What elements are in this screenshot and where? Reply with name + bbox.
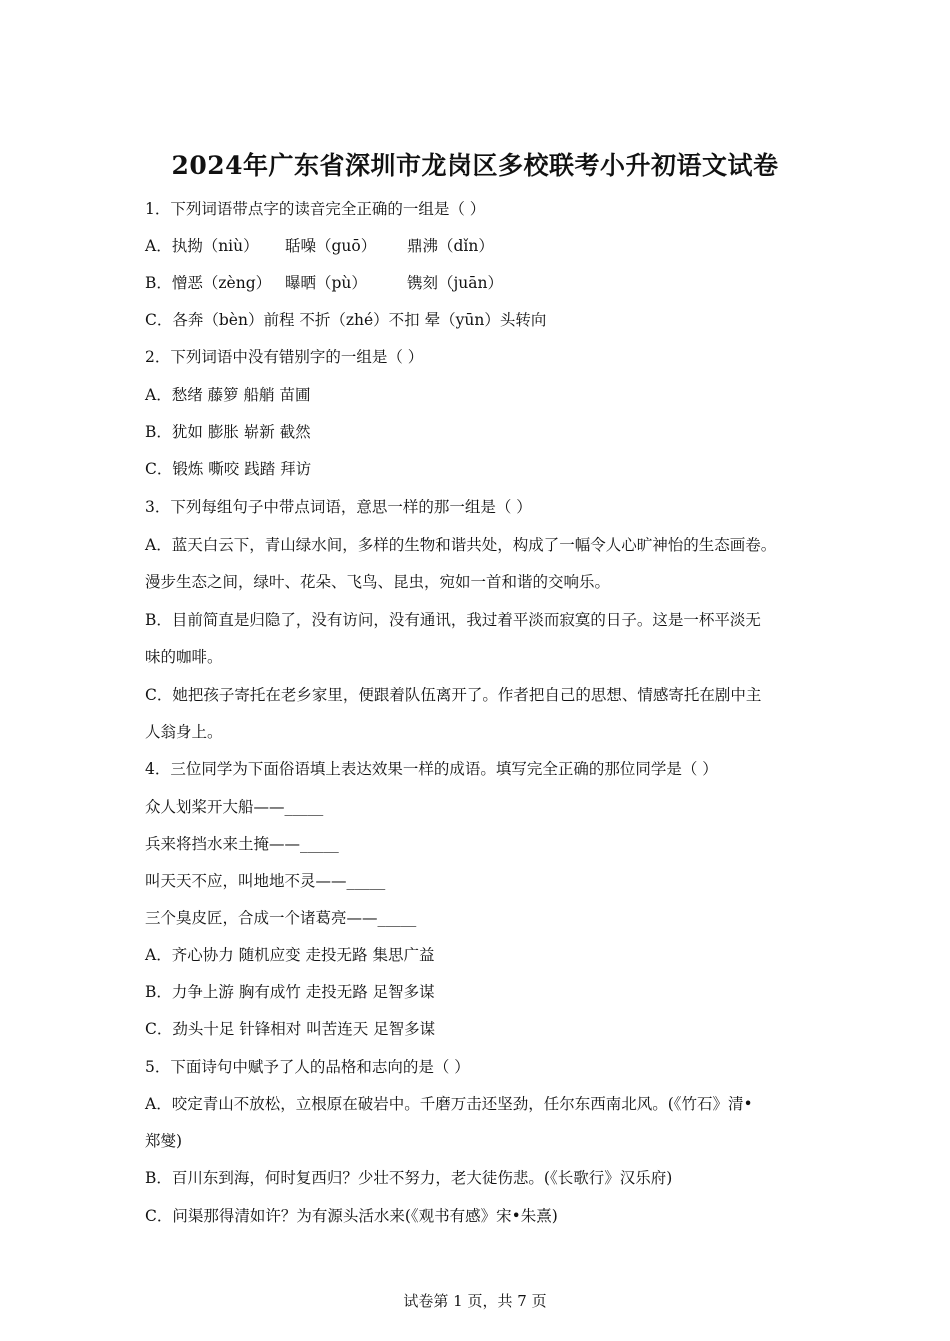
question-3-stem: 3．下列每组句子中带点词语，意思一样的那一组是（ ） [145,498,532,516]
question-1-option-a [145,236,494,256]
option-b-word-2: 曝晒（pù） [285,274,367,292]
question-4-option-a: A．齐心协力 随机应变 走投无路 集思广益 [145,946,435,964]
question-3-option-b: B．目前简直是归隐了，没有访问，没有通讯，我过着平淡而寂寞的日子。这是一杯平淡无 [145,611,761,629]
question-1-option-c: C．各奔（bèn）前程 不折（zhé）不扣 晕（yūn）头转向 [145,311,547,329]
question-3-option-c: C．她把孩子寄托在老乡家里，便跟着队伍离开了。作者把自己的思想、情感寄托在剧中主 [145,686,762,704]
option-a-word-1: A．执拗（niù） [145,237,259,255]
question-5-stem: 5．下面诗句中赋予了人的品格和志向的是（ ） [145,1058,470,1076]
question-4-proverb-4: 三个臭皮匠，合成一个诸葛亮——_____ [145,909,417,927]
question-4-option-c: C．劲头十足 针锋相对 叫苦连天 足智多谋 [145,1020,436,1038]
option-b-word-3: 镌刻（juān） [407,274,504,292]
question-5-option-a: A．咬定青山不放松，立根原在破岩中。千磨万击还坚劲，任尔东西南北风。(《竹石》清• [145,1095,753,1113]
question-1-option-b [145,273,503,293]
question-1-stem: 1．下列词语带点字的读音完全正确的一组是（ ） [145,200,486,218]
page-title: 2024年广东省深圳市龙岗区多校联考小升初语文试卷 [171,151,779,180]
question-4-stem: 4．三位同学为下面俗语填上表达效果一样的成语。填写完全正确的那位同学是（ ） [145,760,718,778]
question-4-proverb-1: 众人划桨开大船——_____ [145,798,324,816]
page-footer: 试卷第 1 页，共 7 页 [403,1292,547,1310]
question-3-option-a-cont: 漫步生态之间，绿叶、花朵、飞鸟、昆虫，宛如一首和谐的交响乐。 [145,573,611,591]
question-3-option-c-cont: 人翁身上。 [145,723,223,741]
question-3-option-b-cont: 味的咖啡。 [145,648,223,666]
question-4-proverb-2: 兵来将挡水来土掩——_____ [145,835,339,853]
question-5-option-a-cont: 郑燮) [145,1132,183,1150]
question-4-proverb-3: 叫天天不应，叫地地不灵——_____ [145,872,386,890]
question-5-option-b: B．百川东到海，何时复西归？少壮不努力，老大徒伤悲。(《长歌行》汉乐府) [145,1169,673,1187]
question-2-option-b: B．犹如 膨胀 崭新 截然 [145,423,311,441]
option-a-word-2: 聒噪（guō） [285,237,377,255]
option-b-word-1: B．憎恶（zèng） [145,274,272,292]
question-4-option-b: B．力争上游 胸有成竹 走投无路 足智多谋 [145,983,435,1001]
option-a-word-3: 鼎沸（dǐn） [407,237,494,255]
question-2-stem: 2．下列词语中没有错别字的一组是（ ） [145,348,424,366]
question-3-option-a: A．蓝天白云下，青山绿水间，多样的生物和谐共处，构成了一幅令人心旷神怡的生态画卷。 [145,536,777,554]
question-2-option-a: A．愁绪 藤箩 船艄 苗圃 [145,386,311,404]
question-5-option-c: C．问渠那得清如许？为有源头活水来(《观书有感》宋•朱熹) [145,1207,558,1225]
question-2-option-c: C．锻炼 嘶咬 践踏 拜访 [145,460,312,478]
